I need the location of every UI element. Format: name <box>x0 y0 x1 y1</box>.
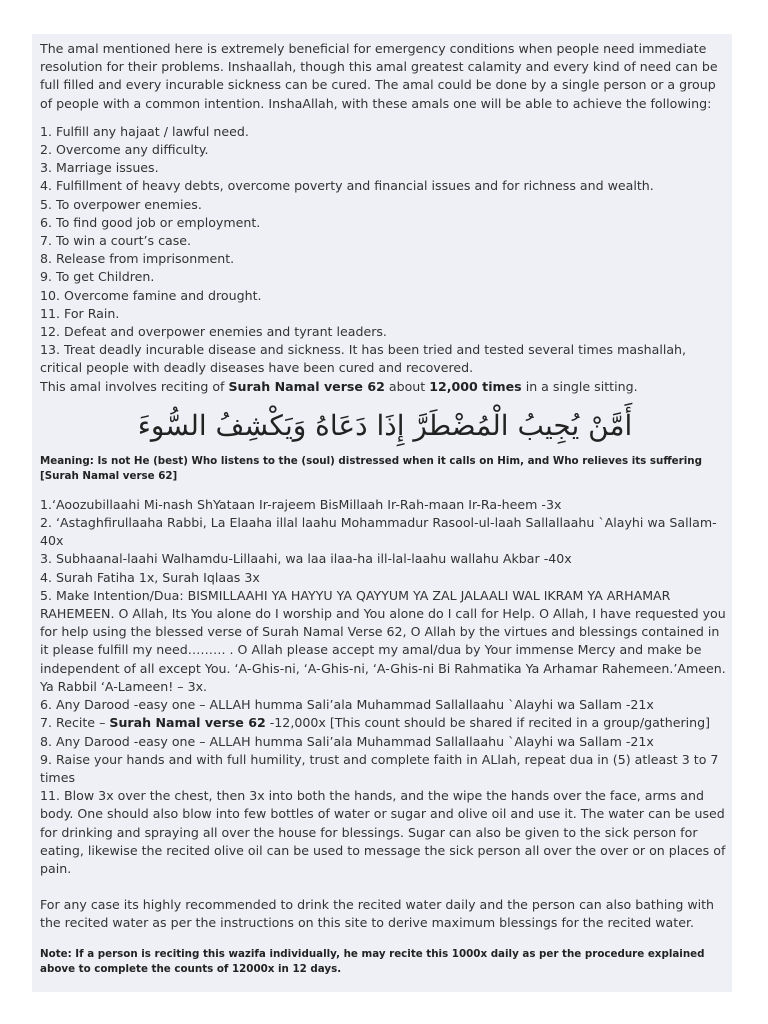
step-item: 4. Surah Fatiha 1x, Surah Iqlaas 3x <box>40 569 260 585</box>
step7-suffix: -12,000x [This count should be shared if recited in a group/gathering] <box>265 715 711 731</box>
list-item: 12. Defeat and overpower enemies and tyrant leaders. <box>40 324 387 340</box>
involves-suffix: in a single sitting. <box>521 378 638 394</box>
intro-paragraph: The amal mentioned here is extremely beneficial for emergency conditions when people need immediate resolution for their problems. Inshaallah, though this amal greatest calamity and every kind of need can be full filled and every incurable sickness can be cured. The amal could be done by a single person or a group of people with a common intention. InshaAllah, with these amals one will be able to achieve the following: <box>40 41 718 111</box>
step-item: 1.‘Aoozubillaahi Mi-nash ShYataan Ir-rajeem BisMillaah Ir-Rah-maan Ir-Ra-heem -3x <box>40 496 562 512</box>
step-item: 2. ‘Astaghfirullaaha Rabbi, La Elaaha illal laahu Mohammadur Rasool-ul-laah Sallallaahu `Alayhi wa Sallam-40x <box>40 515 717 549</box>
recommend-paragraph: For any case its highly recommended to drink the recited water daily and the person can also bathing with the recited water as per the instructions on this site to derive maximum blessings for the recited water. <box>40 897 715 931</box>
list-item: 1. Fulfill any hajaat / lawful need. <box>40 123 249 139</box>
list-item: 13. Treat deadly incurable disease and sickness. It has been tried and tested several times mashallah, critical people with deadly diseases have been cured and recovered. <box>40 342 687 376</box>
involves-mid: about <box>384 378 430 394</box>
step-item: 8. Any Darood -easy one – ALLAH humma Sali’ala Muhammad Sallallaahu `Alayhi wa Sallam -21x <box>40 733 654 749</box>
benefits-list <box>40 123 730 378</box>
involves-count: 12,000 times <box>429 378 522 394</box>
involves-prefix: This amal involves reciting of <box>40 378 229 394</box>
list-item: 2. Overcome any difficulty. <box>40 142 209 158</box>
document-page <box>32 34 732 992</box>
note-text: Note: If a person is reciting this wazifa individually, he may recite this 1000x daily as per the procedure explained above to complete the counts of 12000x in 12 days. <box>40 947 705 975</box>
step-item: 9. Raise your hands and with full humility, trust and complete faith in ALlah, repeat dua in (5) atleast 3 to 7 times <box>40 751 719 785</box>
step-item: 3. Subhaanal-laahi Walhamdu-Lillaahi, wa laa ilaa-ha ill-lal-laahu wallahu Akbar -40x <box>40 551 572 567</box>
list-item: 6. To find good job or employment. <box>40 214 261 230</box>
arabic-verse: أَمَّنْ يُجِيبُ الْمُضْطَرَّ إِذَا دَعَاهُ وَيَكْشِفُ السُّوءَ <box>137 408 633 442</box>
involves-line <box>40 378 730 396</box>
list-item: 4. Fulfillment of heavy debts, overcome poverty and financial issues and for richness and wealth. <box>40 178 654 194</box>
involves-surah: Surah Namal verse 62 <box>228 378 385 394</box>
meaning-text: Meaning: Is not He (best) Who listens to the (soul) distressed when it calls on Him, and Who relieves its suffering [Surah Namal verse 62] <box>40 454 702 482</box>
list-item: 7. To win a court’s case. <box>40 233 192 249</box>
steps-block <box>40 496 730 933</box>
arabic-verse-block <box>40 404 730 448</box>
list-item: 8. Release from imprisonment. <box>40 251 235 267</box>
list-item: 10. Overcome famine and drought. <box>40 287 262 303</box>
list-item: 9. To get Children. <box>40 269 155 285</box>
step-item <box>40 714 730 732</box>
list-item: 11. For Rain. <box>40 305 120 321</box>
step-item: 6. Any Darood -easy one – ALLAH humma Sali’ala Muhammad Sallallaahu `Alayhi wa Sallam -21x <box>40 697 654 713</box>
list-item: 3. Marriage issues. <box>40 160 159 176</box>
document-body <box>40 40 730 396</box>
list-item: 5. To overpower enemies. <box>40 196 202 212</box>
step7-prefix: 7. Recite – <box>40 715 110 731</box>
step-item: 11. Blow 3x over the chest, then 3x into both the hands, and the wipe the hands over the face, arms and body. One should also blow into few bottles of water or sugar and olive oil and use it. The water can be used for drinking and spraying all over the house for blessings. Sugar can also be given to the sick person for eating, likewise the recited olive oil can be used to message the sick person all over the over or on places of pain. <box>40 788 726 876</box>
step7-surah: Surah Namal verse 62 <box>109 715 266 731</box>
step-item: 5. Make Intention/Dua: BISMILLAAHI YA HAYYU YA QAYYUM YA ZAL JALAALI WAL IKRAM YA ARHAMAR RAHEMEEN. O Allah, Its You alone do I worship and You alone do I call for Help. O Allah, I have requested you for help using the blessed verse of Surah Namal Verse 62, O Allah by the virtues and blessings contained in it please fulfill my need……… . O Allah please accept my amal/dua by Your immense Mercy and make be independent of all except You. ‘A-Ghis-ni, ‘A-Ghis-ni, ‘A-Ghis-ni Bi Rahmatika Ya Arhamar Rahemeen.’Ameen. Ya Rabbil ‘A-Lameen! – 3x. <box>40 587 726 694</box>
